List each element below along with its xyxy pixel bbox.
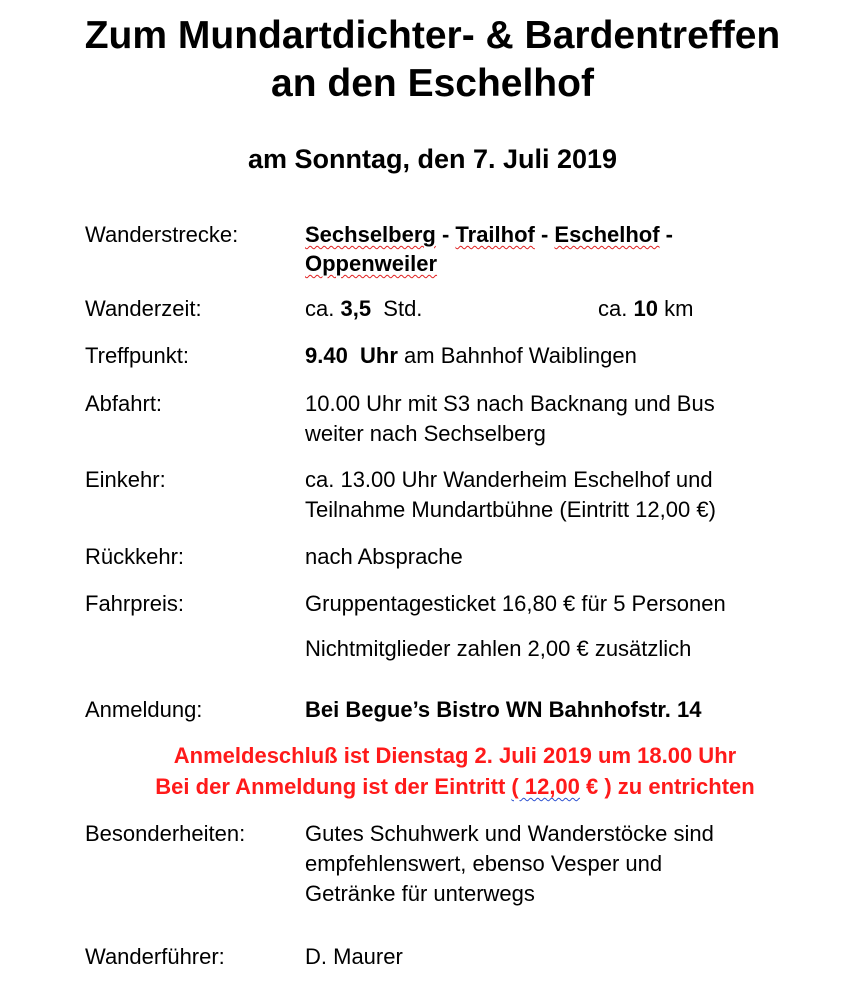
route-label: Wanderstrecke: — [85, 222, 239, 247]
fare-line-2: Nichtmitglieder zahlen 2,00 € zusätzlich — [305, 636, 692, 661]
return-value: nach Absprache — [305, 544, 463, 569]
route-stop-eschelhof: Eschelhof — [554, 222, 660, 247]
departure-line-1: 10.00 Uhr mit S3 nach Backnang und Bus — [305, 391, 715, 416]
guide-name: D. Maurer — [305, 944, 403, 969]
fee-amount: ( 12,00 — [511, 774, 580, 799]
meeting-value — [305, 340, 637, 371]
distance-prefix: ca. — [598, 296, 634, 321]
departure-label: Abfahrt: — [85, 391, 163, 416]
route-separator: - — [534, 222, 555, 247]
fare-line-1: Gruppentagesticket 16,80 € für 5 Personen — [305, 591, 726, 616]
title-line-2: an den Eschelhof — [271, 62, 594, 105]
return-label: Rückkehr: — [85, 544, 185, 569]
notes-line-3: Getränke für unterwegs — [305, 881, 535, 906]
stopover-line-2: Teilnahme Mundartbühne (Eintritt 12,00 €) — [305, 497, 716, 522]
event-date: am Sonntag, den 7. Juli 2019 — [247, 144, 618, 174]
route-separator: - — [435, 222, 456, 247]
route-stop-sechselberg: Sechselberg — [305, 222, 436, 247]
distance-value: 10 — [633, 296, 658, 321]
fare-label: Fahrpreis: — [85, 591, 185, 616]
notes-line-1: Gutes Schuhwerk und Wanderstöcke sind — [305, 821, 714, 846]
duration-distance — [598, 293, 693, 324]
meeting-place: am Bahnhof Waiblingen — [397, 343, 637, 368]
route-stop-trailhof: Trailhof — [455, 222, 535, 247]
distance-unit: km — [657, 296, 694, 321]
route-line-1 — [305, 219, 673, 250]
meeting-label: Treffpunkt: — [85, 343, 189, 368]
notes-label: Besonderheiten: — [85, 821, 246, 846]
stopover-label: Einkehr: — [85, 467, 166, 492]
route-separator: - — [659, 222, 674, 247]
route-stop-oppenweiler: Oppenweiler — [305, 251, 438, 276]
duration-hours-unit: Std. — [371, 296, 423, 321]
title-line-1: Zum Mundartdichter- & Bardentreffen — [84, 14, 781, 57]
meeting-time: 9.40 Uhr — [305, 343, 398, 368]
registration-value: Bei Begue’s Bistro WN Bahnhofstr. 14 — [305, 697, 702, 722]
fee-notice-text: Bei der Anmeldung ist der Eintritt — [155, 774, 512, 799]
departure-line-2: weiter nach Sechselberg — [305, 421, 546, 446]
fee-notice-suffix: € ) zu entrichten — [579, 774, 755, 799]
notes-line-2: empfehlenswert, ebenso Vesper und — [305, 851, 663, 876]
duration-hours — [305, 293, 422, 324]
guide-label: Wanderführer: — [85, 944, 225, 969]
registration-label: Anmeldung: — [85, 697, 203, 722]
duration-prefix: ca. — [305, 296, 341, 321]
duration-hours-value: 3,5 — [340, 296, 372, 321]
registration-deadline: Anmeldeschluß ist Dienstag 2. Juli 2019 um 18.00 Uhr — [173, 743, 737, 768]
duration-label: Wanderzeit: — [85, 296, 202, 321]
stopover-line-1: ca. 13.00 Uhr Wanderheim Eschelhof und — [305, 467, 713, 492]
route-line-2 — [305, 248, 437, 279]
registration-fee-notice — [0, 771, 865, 802]
